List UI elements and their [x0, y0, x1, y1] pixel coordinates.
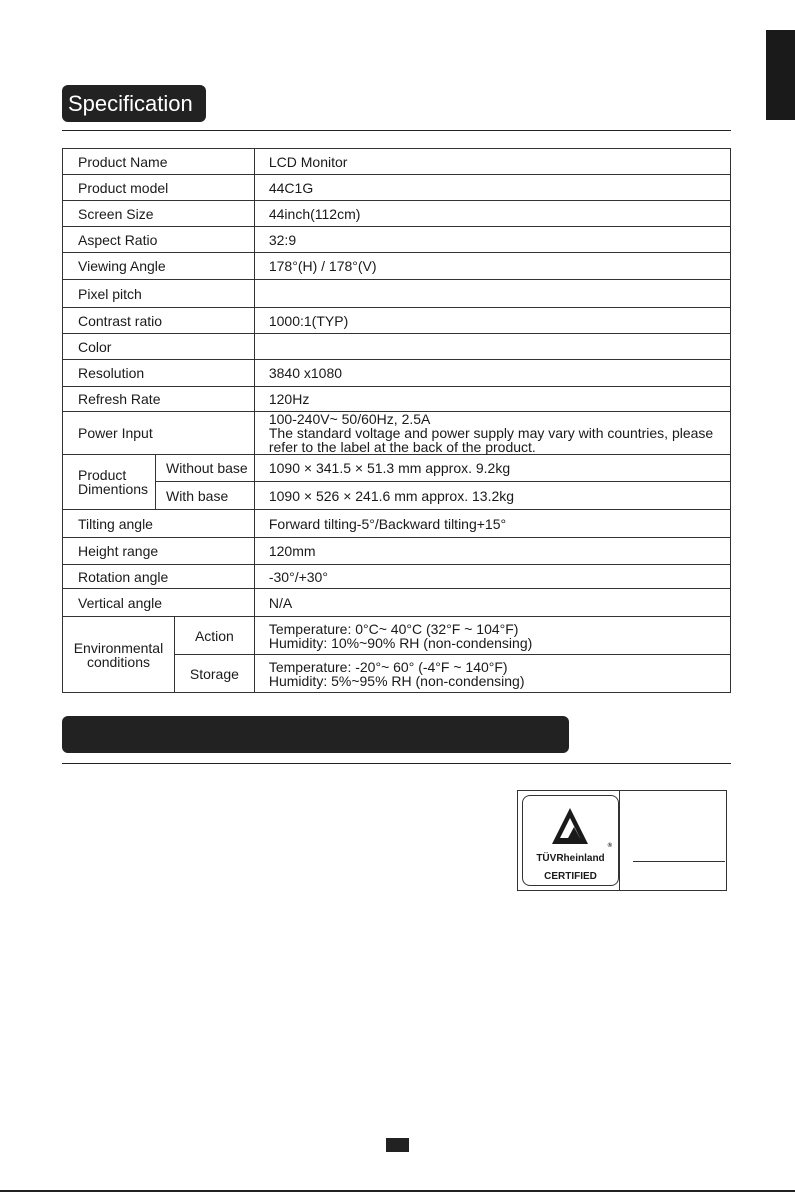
spec-label: Tilting angle [63, 510, 255, 538]
sub-label: Storage [174, 655, 254, 693]
spec-row [63, 334, 731, 360]
spec-label: Rotation angle [63, 565, 255, 589]
spec-label: Height range [63, 538, 255, 565]
dim-label-line: Dimentions [78, 481, 149, 497]
spec-row [63, 360, 731, 387]
spec-row [63, 538, 731, 565]
section-rule [62, 763, 731, 764]
spec-row [63, 510, 731, 538]
env-line: Temperature: -20°~ 60° (-4°F ~ 140°F) [268, 658, 508, 675]
sub-label: Action [174, 617, 254, 655]
spec-label: Contrast ratio [63, 308, 255, 334]
env-line: Humidity: 10%~90% RH (non-condensing) [268, 634, 533, 651]
spec-value-storage [254, 655, 730, 693]
spec-value-power [254, 412, 730, 455]
side-tab-marker [766, 30, 795, 120]
spec-label: Pixel pitch [63, 280, 255, 308]
spec-label: Product Name [63, 149, 255, 175]
cert-divider [619, 791, 620, 890]
spec-row [63, 565, 731, 589]
power-line: The standard voltage and power supply may vary with countries, please [268, 425, 714, 441]
spec-value: 120mm [254, 538, 730, 565]
spec-value: 3840 x1080 [254, 360, 730, 387]
spec-value: 44inch(112cm) [254, 201, 730, 227]
heading-rule [62, 130, 731, 131]
sub-label: Without base [155, 455, 254, 482]
power-line: refer to the label at the back of the product. [268, 439, 536, 455]
section-heading-bar [62, 716, 569, 753]
spec-row [63, 387, 731, 412]
spec-value: N/A [254, 589, 730, 617]
cert-signature-line [633, 861, 725, 862]
spec-value: 44C1G [254, 175, 730, 201]
certification-box [517, 790, 727, 891]
spec-label: Vertical angle [63, 589, 255, 617]
section-heading-specification: Specification [62, 85, 206, 122]
spec-value: 120Hz [254, 387, 730, 412]
spec-row [63, 227, 731, 253]
spec-row [63, 253, 731, 280]
spec-row-dimensions-2 [63, 482, 731, 510]
spec-row [63, 308, 731, 334]
spec-label-environment [63, 617, 175, 693]
spec-label: Refresh Rate [63, 387, 255, 412]
spec-label: Aspect Ratio [63, 227, 255, 253]
power-line: 100-240V~ 50/60Hz, 2.5A [268, 411, 431, 427]
spec-value: LCD Monitor [254, 149, 730, 175]
tuv-brand-text: TÜVRheinland [536, 853, 605, 864]
spec-row [63, 589, 731, 617]
spec-value: -30°/+30° [254, 565, 730, 589]
env-line: Temperature: 0°C~ 40°C (32°F ~ 104°F) [268, 620, 519, 637]
spec-value: 1090 × 526 × 241.6 mm approx. 13.2kg [254, 482, 730, 510]
page-number-block [386, 1138, 409, 1152]
spec-row [63, 280, 731, 308]
spec-label: Product model [63, 175, 255, 201]
spec-label: Screen Size [63, 201, 255, 227]
spec-label-dimensions [63, 455, 156, 510]
spec-label: Color [63, 334, 255, 360]
spec-value: 32:9 [254, 227, 730, 253]
spec-value: 1090 × 341.5 × 51.3 mm approx. 9.2kg [254, 455, 730, 482]
env-label-line: conditions [86, 653, 150, 670]
spec-row-power [63, 412, 731, 455]
spec-label: Power Input [63, 412, 255, 455]
tuv-rheinland-logo [522, 795, 619, 886]
certified-text: CERTIFIED [544, 871, 597, 882]
sub-label: With base [155, 482, 254, 510]
env-label-line: Environmental [73, 639, 164, 656]
spec-value [254, 280, 730, 308]
spec-row-environment [63, 617, 731, 655]
spec-value: 1000:1(TYP) [254, 308, 730, 334]
env-line: Humidity: 5%~95% RH (non-condensing) [268, 672, 525, 689]
spec-value: Forward tilting-5°/Backward tilting+15° [254, 510, 730, 538]
spec-label: Resolution [63, 360, 255, 387]
dim-label-line: Product [78, 467, 127, 483]
spec-row [63, 149, 731, 175]
specification-table [62, 148, 731, 693]
registered-mark: ® [607, 843, 612, 849]
spec-row [63, 201, 731, 227]
spec-value [254, 334, 730, 360]
spec-row-dimensions [63, 455, 731, 482]
spec-value: 178°(H) / 178°(V) [254, 253, 730, 280]
spec-value-action [254, 617, 730, 655]
spec-label: Viewing Angle [63, 253, 255, 280]
spec-row [63, 175, 731, 201]
